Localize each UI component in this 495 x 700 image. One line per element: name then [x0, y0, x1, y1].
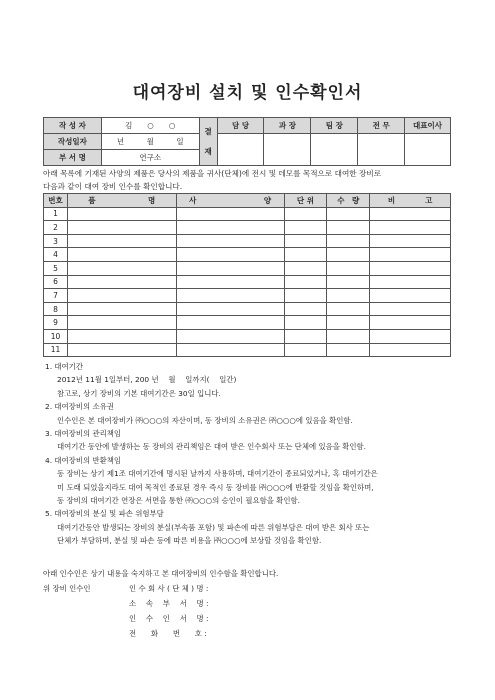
row-number: 7 — [44, 289, 68, 303]
note-cell[interactable] — [370, 302, 451, 316]
spec-cell[interactable] — [176, 221, 284, 235]
item-name-cell[interactable] — [67, 343, 176, 357]
signature-field: 전 화 번 호 : — [129, 629, 207, 638]
signature-field: 인 수 인 서 명 : — [129, 614, 209, 623]
receiver-label: 위 장비 인수인 — [43, 584, 91, 593]
unit-cell[interactable] — [284, 302, 327, 316]
intro-line-2: 다음과 같이 대여 장비 인수를 확인합니다. — [43, 182, 183, 191]
sign-box-executive[interactable] — [358, 134, 405, 166]
row-number: 3 — [44, 234, 68, 248]
note-cell[interactable] — [370, 261, 451, 275]
item-name-cell[interactable] — [67, 289, 176, 303]
qty-cell[interactable] — [327, 343, 370, 357]
col-header-name: 품 명 — [67, 194, 176, 208]
qty-cell[interactable] — [327, 234, 370, 248]
note-cell[interactable] — [370, 207, 451, 221]
signature-field: 인 수 회 사 ( 단 체 ) 명 : — [129, 584, 209, 593]
sign-box-section-chief[interactable] — [264, 134, 311, 166]
sign-box-ceo[interactable] — [405, 134, 451, 166]
spec-cell[interactable] — [176, 275, 284, 289]
role-executive: 전 무 — [358, 118, 405, 134]
item-name-cell[interactable] — [67, 329, 176, 343]
author-label: 작 성 자 — [44, 118, 102, 134]
note-cell[interactable] — [370, 316, 451, 330]
spec-cell[interactable] — [176, 248, 284, 262]
note-cell[interactable] — [370, 248, 451, 262]
section-title: 5. 대여장비의 분실 및 파손 위험부담 — [45, 509, 164, 519]
role-charge: 담 당 — [217, 118, 264, 134]
footer — [43, 566, 463, 641]
col-header-unit: 단 위 — [284, 194, 327, 208]
table-row — [44, 302, 451, 316]
table-row — [44, 316, 451, 330]
row-number: 2 — [44, 221, 68, 235]
section-body-line: 2012년 11월 1일부터, 200 년 월 일까지( 일간) — [57, 375, 237, 385]
spec-cell[interactable] — [176, 316, 284, 330]
items-header-row — [44, 194, 451, 208]
author-value: 김 ○ ○ — [101, 118, 199, 134]
section-body-line: 동 장비의 대여기간 연장은 서면을 통한 ㈜○○○의 승인이 필요함을 확인함. — [57, 496, 300, 506]
table-row — [44, 289, 451, 303]
qty-cell[interactable] — [327, 302, 370, 316]
row-number: 1 — [44, 207, 68, 221]
row-number: 9 — [44, 316, 68, 330]
row-number: 11 — [44, 343, 68, 357]
signature-block — [43, 581, 463, 641]
item-name-cell[interactable] — [67, 234, 176, 248]
unit-cell[interactable] — [284, 289, 327, 303]
dept-label: 부 서 명 — [44, 150, 102, 166]
table-row — [44, 343, 451, 357]
spec-cell[interactable] — [176, 343, 284, 357]
qty-cell[interactable] — [327, 289, 370, 303]
date-value: 년 월 일 — [101, 134, 199, 150]
item-name-cell[interactable] — [67, 302, 176, 316]
table-row — [44, 275, 451, 289]
note-cell[interactable] — [370, 329, 451, 343]
terms-sections — [43, 360, 463, 548]
intro-line-1: 아래 목록에 기재된 사양의 제품은 당사의 제품을 귀사(단체)에 전시 및 데모를 목적으로 대여한 장비로 — [43, 169, 382, 178]
row-number: 4 — [44, 248, 68, 262]
unit-cell[interactable] — [284, 343, 327, 357]
note-cell[interactable] — [370, 234, 451, 248]
role-ceo: 대표이사 — [405, 118, 451, 134]
qty-cell[interactable] — [327, 275, 370, 289]
dept-value: 연구소 — [101, 150, 199, 166]
sign-box-charge[interactable] — [217, 134, 264, 166]
unit-cell[interactable] — [284, 275, 327, 289]
section-body-line: 미 도래 되었을지라도 대여 목적인 종료된 경우 즉시 동 장비를 ㈜○○○에 반환할 것임을 확인하며, — [57, 482, 374, 492]
qty-cell[interactable] — [327, 261, 370, 275]
col-header-note: 비 고 — [370, 194, 451, 208]
qty-cell[interactable] — [327, 207, 370, 221]
spec-cell[interactable] — [176, 234, 284, 248]
item-name-cell[interactable] — [67, 207, 176, 221]
qty-cell[interactable] — [327, 329, 370, 343]
unit-cell[interactable] — [284, 248, 327, 262]
item-name-cell[interactable] — [67, 261, 176, 275]
sign-box-team-lead[interactable] — [311, 134, 358, 166]
qty-cell[interactable] — [327, 316, 370, 330]
section-body-line: 동 장비는 상기 제1조 대여기간에 명시된 날까지 사용하며, 대여기간이 종료되었거나, 혹 대여기간은 — [57, 469, 378, 479]
row-number: 10 — [44, 329, 68, 343]
table-row — [44, 234, 451, 248]
role-team-lead: 팀 장 — [311, 118, 358, 134]
qty-cell[interactable] — [327, 221, 370, 235]
section-body-line: 참고로, 상기 장비의 기본 대여기간은 30일 입니다. — [57, 388, 221, 398]
section-title: 4. 대여장비의 반환책임 — [45, 455, 122, 465]
spec-cell[interactable] — [176, 289, 284, 303]
item-name-cell[interactable] — [67, 221, 176, 235]
table-row — [44, 221, 451, 235]
note-cell[interactable] — [370, 221, 451, 235]
header-info-table — [43, 117, 451, 166]
row-number: 5 — [44, 261, 68, 275]
section-title: 1. 대여기간 — [45, 362, 83, 371]
section-body-line: 단체가 부담하며, 분실 및 파손 등에 따른 비용을 ㈜○○○에 보상할 것임을 확인함. — [57, 536, 322, 546]
approval-label-2: 재 — [204, 147, 212, 156]
col-header-qty: 수 량 — [327, 194, 370, 208]
col-header-no: 번호 — [44, 194, 68, 208]
col-header-spec: 사 양 — [176, 194, 284, 208]
note-cell[interactable] — [370, 275, 451, 289]
table-row — [44, 207, 451, 221]
spec-cell[interactable] — [176, 261, 284, 275]
item-name-cell[interactable] — [67, 275, 176, 289]
spec-cell[interactable] — [176, 207, 284, 221]
qty-cell[interactable] — [327, 248, 370, 262]
row-number: 6 — [44, 275, 68, 289]
section-body-line: 대여기간 동안에 발생하는 동 장비의 관리책임은 대여 받은 인수회사 또는 단체에 있음을 확인함. — [57, 442, 366, 452]
spec-cell[interactable] — [176, 302, 284, 316]
footer-statement: 아래 인수인은 상기 내용을 숙지하고 본 대여장비의 인수함을 확인합니다. — [43, 569, 279, 578]
unit-cell[interactable] — [284, 234, 327, 248]
section-title: 3. 대여장비의 관리책임 — [45, 429, 122, 439]
note-cell[interactable] — [370, 289, 451, 303]
role-section-chief: 과 장 — [264, 118, 311, 134]
note-cell[interactable] — [370, 343, 451, 357]
items-table — [43, 193, 451, 357]
item-name-cell[interactable] — [67, 248, 176, 262]
section-title: 2. 대여장비의 소유권 — [45, 402, 114, 412]
spec-cell[interactable] — [176, 329, 284, 343]
table-row — [44, 261, 451, 275]
date-label: 작성일자 — [44, 134, 102, 150]
approval-label-1: 결 — [204, 127, 212, 136]
unit-cell[interactable] — [284, 207, 327, 221]
approval-label — [199, 118, 217, 166]
table-row — [44, 248, 451, 262]
section-body-line: 대여기간동안 발생되는 장비의 분실(부속품 포함) 및 파손에 따른 위험부담은 대여 받은 회사 또는 — [57, 522, 370, 532]
signature-fields — [129, 581, 209, 641]
document-title: 대여장비 설치 및 인수확인서 — [132, 83, 363, 103]
unit-cell[interactable] — [284, 329, 327, 343]
unit-cell[interactable] — [284, 261, 327, 275]
item-name-cell[interactable] — [67, 316, 176, 330]
unit-cell[interactable] — [284, 316, 327, 330]
signature-field: 소 속 부 서 명 : — [129, 599, 209, 608]
section-body-line: 인수인은 본 대여장비가 ㈜○○○의 자산이며, 동 장비의 소유권은 ㈜○○○에 있음을 확인함. — [57, 415, 353, 425]
unit-cell[interactable] — [284, 221, 327, 235]
table-row — [44, 329, 451, 343]
intro-text — [43, 167, 463, 193]
row-number: 8 — [44, 302, 68, 316]
